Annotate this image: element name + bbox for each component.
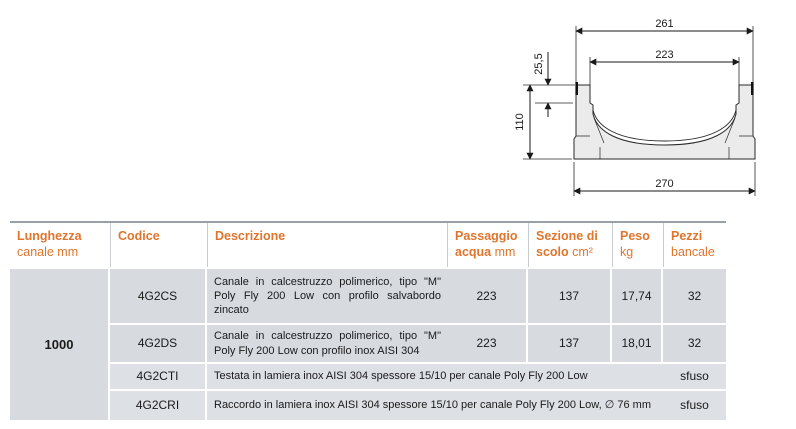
dim-label-inner-width: 223	[655, 49, 674, 61]
dim-label-height: 110	[514, 113, 526, 131]
header-sezione-scolo	[528, 223, 612, 267]
cell-weight: 18,01	[612, 325, 663, 362]
header-pezzi-unit: bancale	[671, 245, 715, 259]
channel-cross-section-drawing	[505, 0, 796, 215]
header-passaggio-bold: Passaggio	[455, 229, 518, 243]
header-pezzi	[663, 223, 726, 267]
cell-pieces: sfuso	[663, 364, 726, 389]
header-sezione-bold: Sezione di	[536, 229, 598, 243]
header-pezzi-bold: Pezzi	[671, 229, 703, 243]
header-peso-bold: Peso	[620, 229, 650, 243]
cell-drain-section: 137	[528, 269, 612, 323]
cell-description	[207, 269, 447, 323]
header-acqua-unit: mm	[491, 245, 516, 259]
cell-pieces: 32	[663, 325, 726, 362]
dim-label-bottom-width: 270	[655, 178, 674, 190]
cell-water-passage: 223	[447, 325, 528, 362]
product-table	[10, 221, 726, 420]
cell-pieces: 32	[663, 269, 726, 323]
dim-label-edge-depth: 25,5	[533, 53, 545, 75]
dim-label-top-outer: 261	[655, 18, 674, 30]
cell-code: 4G2CTI	[110, 364, 207, 389]
header-scolo-unit: cm²	[568, 245, 593, 259]
header-peso-unit: kg	[620, 245, 634, 259]
extension-lines	[523, 26, 755, 196]
cell-code: 4G2CRI	[110, 391, 207, 420]
cell-pieces: sfuso	[663, 391, 726, 420]
cell-water-passage: 223	[447, 269, 528, 323]
cell-drain-section: 137	[528, 325, 612, 362]
header-descrizione-bold: Descrizione	[215, 229, 286, 243]
header-acqua-bold: acqua	[455, 245, 492, 259]
cell-code: 4G2DS	[110, 325, 207, 362]
header-lunghezza-bold: Lunghezza	[17, 229, 82, 243]
dimension-lines	[530, 31, 755, 191]
header-lunghezza	[10, 223, 110, 267]
cell-code: 4G2CS	[110, 269, 207, 323]
cell-description	[207, 325, 447, 362]
header-codice-bold: Codice	[118, 229, 160, 243]
header-scolo-bold: scolo	[536, 245, 569, 259]
header-peso	[612, 223, 663, 267]
cell-description	[207, 391, 663, 420]
channel-body	[574, 82, 755, 159]
edge-profile-lips	[577, 82, 753, 95]
header-descrizione	[207, 223, 447, 267]
description-text: Testata in lamiera inox AISI 304 spessore 15/10 per canale Poly Fly 200 Low	[214, 370, 588, 383]
header-passaggio-acqua	[447, 223, 528, 267]
header-codice	[110, 223, 207, 267]
cell-weight: 17,74	[612, 269, 663, 323]
description-text: Raccordo in lamiera inox AISI 304 spessore 15/10 per canale Poly Fly 200 Low, ∅ 76 mm	[214, 399, 651, 412]
cell-description	[207, 364, 663, 389]
description-text: Canale in calcestruzzo polimerico, tipo "M" Poly Fly 200 Low con profilo salvabordo zincato	[214, 275, 441, 317]
description-text: Canale in calcestruzzo polimerico, tipo "M" Poly Fly 200 Low con profilo inox AISI 304	[214, 330, 441, 357]
header-lunghezza-unit: canale mm	[17, 245, 79, 259]
cell-channel-length: 1000	[10, 269, 110, 420]
